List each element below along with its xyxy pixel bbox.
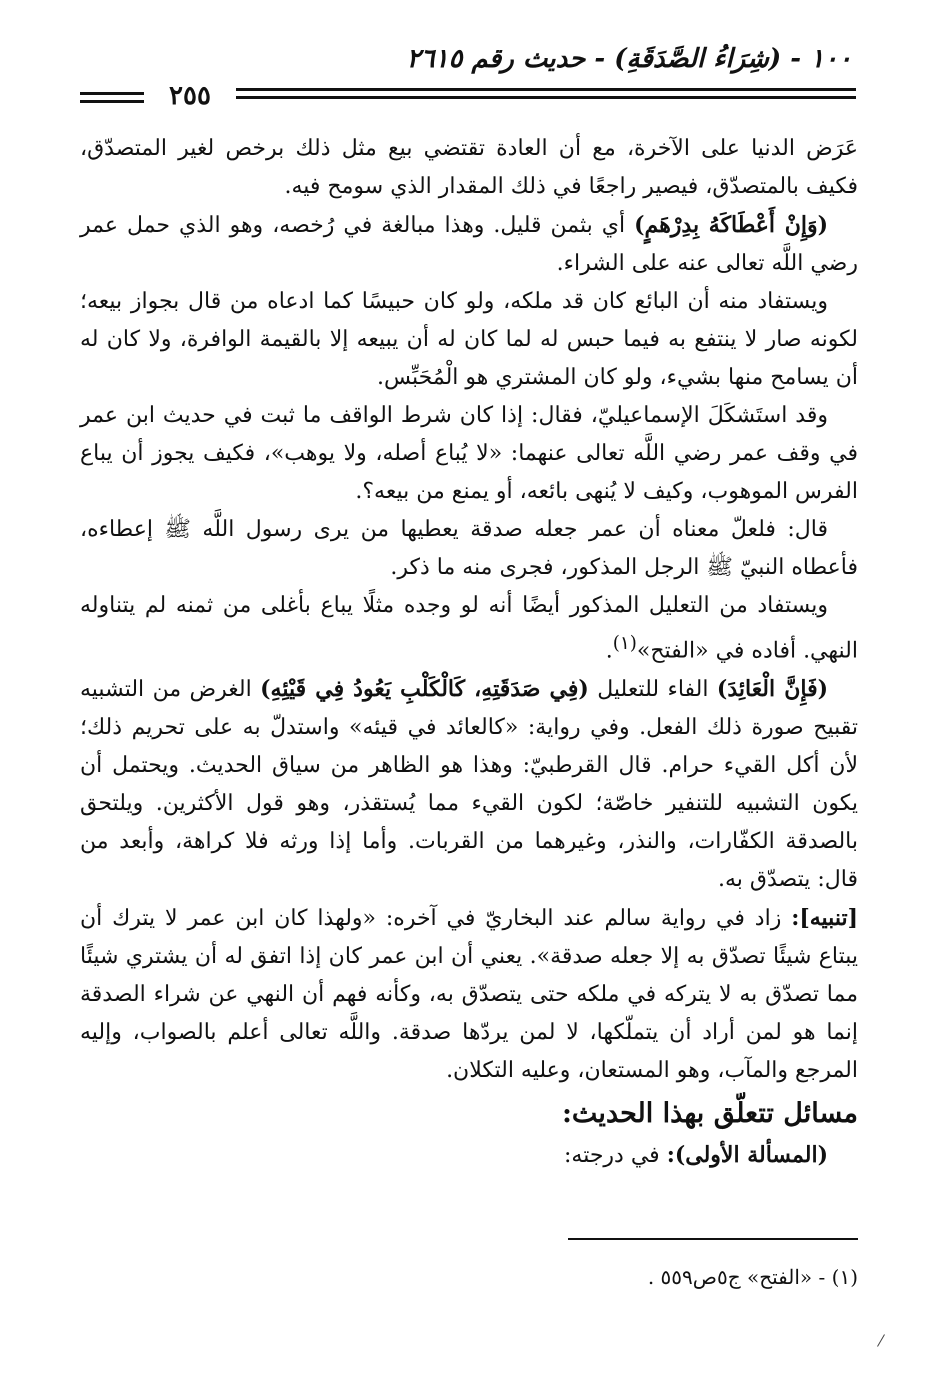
paragraph-text: زاد في رواية سالم عند البخاريّ في آخره: «ولهذا كان ابن عمر لا يترك أن يبتاع شيئًا تصدّق به إلا جعله صدقة». يعني أن ابن عمر كان إذا اتفق له أن يشتري شيئًا مما تصدّق به لا يتركه في ملكه حتى يتصدّق به، وكأنه فهم أن النهي عن شراء الصدقة إنما هو لمن أراد أن يتملّكها، لا لمن يردّها صدقة. واللَّه تعالى أعلم بالصواب، وإليه المرجع والمآب، وهو المستعان، وعليه التكلان. — [80, 906, 858, 1084]
paragraph-text: الفاء للتعليل — [588, 677, 717, 703]
paragraph-text: أي بثمن قليل. وهذا مبالغة في رُخصه، وهو الذي حمل عمر رضي اللَّه تعالى عنه على الشراء. — [80, 213, 858, 276]
paragraph-2 — [80, 206, 858, 283]
question-text: في درجته: — [563, 1143, 667, 1169]
paragraph-7 — [80, 670, 858, 899]
question-label: (المسألة الأولى): — [666, 1142, 828, 1169]
footnote-separator — [568, 1238, 858, 1240]
paragraph-text-end: . — [605, 638, 613, 664]
running-header-title: ١٠٠ - (شِرَاءُ الصَّدَقَةِ) - حديث رقم ٢٦١٥ — [406, 44, 852, 74]
paragraph-6 — [80, 587, 858, 670]
question-1 — [80, 1136, 858, 1175]
paragraph-4: وقد استَشكَلَ الإسماعيليّ، فقال: إذا كان شرط الواقف ما ثبت في حديث ابن عمر في وقف عمر رضي اللَّه تعالى عنهما: «لا يُباع أصله، ولا يوهب»، فكيف يجوز أن يباع الفرس الموهوب، وكيف لا يُنهى بائعه، أو يمنع من بيعه؟. — [80, 403, 858, 504]
paragraph-3: ويستفاد منه أن البائع كان قد ملكه، ولو كان حبيسًا كما ادعاه من قال بجواز بيعه؛ لكونه صار لا ينتفع به فيما حبس له لما كان له أن يبيعه إلا بالقيمة الوافرة، ولا كان له أن يسامح منها بشيء، ولو كان المشتري هو الْمُحَبِّس. — [80, 289, 858, 390]
main-text — [80, 130, 858, 1175]
header-rule-left-top — [80, 92, 144, 95]
paragraph-8 — [80, 899, 858, 1090]
paragraph-5: قال: فلعلّ معناه أن عمر جعله صدقة يعطيها من يرى رسول اللَّه ﷺ إعطاءه، فأعطاه النبيّ ﷺ الرجل المذكور، فجرى منه ما ذكر. — [80, 517, 858, 580]
paragraph-text: ويستفاد من التعليل المذكور أيضًا أنه لو وجده مثلًا يباع بأغلى من ثمنه لم يتناوله النهي. أفاده في «الفتح» — [80, 593, 858, 664]
section-heading: مسائل تتعلّق بهذا الحديث: — [561, 1098, 858, 1130]
header-rule-left-bottom — [80, 100, 144, 103]
quoted-phrase: (وَإِنْ أَعْطَاكَهُ بِدِرْهَمٍ) — [634, 212, 829, 238]
page-number: ٢٥٥ — [169, 81, 211, 111]
stray-mark — [877, 1334, 885, 1347]
paragraph-1: عَرَض الدنيا على الآخرة، مع أن العادة تقتضي بيع مثل ذلك برخص لغير المتصدّق، فكيف بالمتصدّق، فيصير راجعًا في ذلك المقدار الذي سومح فيه. — [80, 136, 858, 199]
paragraph-text: الغرض من التشبيه تقبيح صورة ذلك الفعل. وفي رواية: «كالعائد في قيئه» واستدلّ به على تحريم ذلك؛ لأن أكل القيء حرام. قال القرطبيّ: وهذا هو الظاهر من سياق الحديث. ويحتمل أن يكون التشبيه للتنفير خاصّة؛ لكون القيء مما يُستقذر، وهو قول الأكثرين. ويلتحق بالصدقة الكفّارات، والنذر، وغيرهما من القربات. وأما إذا ورثه فلا كراهة، وأبعد من قال: يتصدّق به. — [80, 677, 858, 893]
note-label: [تنبيه]: — [791, 905, 858, 932]
footnote: (١) - «الفتح» ج٥ص٥٥٩ . — [647, 1265, 858, 1289]
header-rule-bottom — [236, 96, 856, 99]
header-rule-top — [236, 88, 856, 91]
footnote-reference: (١) — [612, 633, 637, 654]
quoted-phrase: (فَإِنَّ الْعَائِدَ) — [716, 676, 828, 703]
quoted-phrase: (فِي صَدَقَتِهِ، كَالْكَلْبِ يَعُودُ فِي قَيْئِهِ) — [260, 676, 589, 703]
